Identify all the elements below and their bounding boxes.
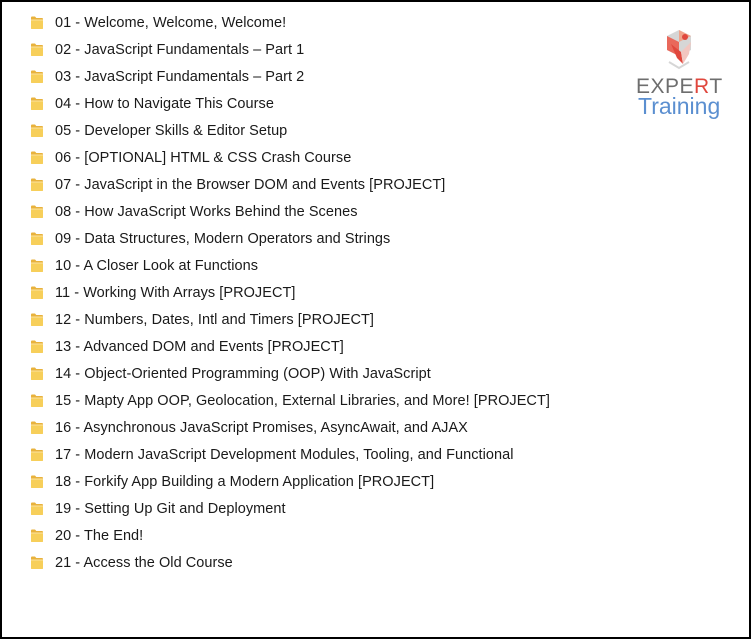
logo-training-text: Training [638,93,721,119]
folder-icon [30,528,44,543]
folder-item[interactable] [30,117,550,144]
folder-item[interactable] [30,198,550,225]
folder-label: 12 - Numbers, Dates, Intl and Timers [PROJECT] [55,311,374,328]
folder-icon [30,447,44,462]
folder-icon [30,123,44,138]
folder-icon [30,366,44,381]
folder-item[interactable] [30,171,550,198]
folder-label: 05 - Developer Skills & Editor Setup [55,122,288,139]
folder-item[interactable] [30,63,550,90]
folder-label: 11 - Working With Arrays [PROJECT] [55,284,296,301]
folder-label: 01 - Welcome, Welcome, Welcome! [55,14,287,31]
folder-item[interactable] [30,441,550,468]
folder-item[interactable] [30,225,550,252]
folder-item[interactable] [30,387,550,414]
folder-icon [30,285,44,300]
folder-item[interactable] [30,279,550,306]
folder-icon [30,231,44,246]
folder-item[interactable] [30,90,550,117]
folder-icon [30,555,44,570]
folder-label: 08 - How JavaScript Works Behind the Scenes [55,203,358,220]
folder-icon [30,150,44,165]
folder-item[interactable] [30,468,550,495]
folder-icon [30,393,44,408]
folder-icon [30,42,44,57]
folder-label: 19 - Setting Up Git and Deployment [55,500,286,517]
folder-icon [30,501,44,516]
folder-item[interactable] [30,495,550,522]
folder-list [30,9,550,576]
folder-label: 07 - JavaScript in the Browser DOM and Events [PROJECT] [55,176,446,193]
folder-label: 14 - Object-Oriented Programming (OOP) With JavaScript [55,365,431,382]
folder-label: 18 - Forkify App Building a Modern Application [PROJECT] [55,473,435,490]
folder-label: 03 - JavaScript Fundamentals – Part 2 [55,68,305,85]
folder-label: 10 - A Closer Look at Functions [55,257,259,274]
folder-item[interactable] [30,333,550,360]
logo-mark-icon [661,28,697,74]
expert-training-logo [634,28,726,124]
folder-label: 09 - Data Structures, Modern Operators and Strings [55,230,391,247]
folder-icon [30,339,44,354]
folder-label: 04 - How to Navigate This Course [55,95,274,112]
folder-icon [30,15,44,30]
folder-item[interactable] [30,306,550,333]
folder-item[interactable] [30,414,550,441]
folder-icon [30,177,44,192]
folder-label: 21 - Access the Old Course [55,554,233,571]
folder-label: 16 - Asynchronous JavaScript Promises, AsyncAwait, and AJAX [55,419,468,436]
folder-item[interactable] [30,549,550,576]
folder-label: 17 - Modern JavaScript Development Modules, Tooling, and Functional [55,446,514,463]
logo-expert-text: EXPERT [636,75,723,98]
folder-label: 15 - Mapty App OOP, Geolocation, External Libraries, and More! [PROJECT] [55,392,550,409]
folder-icon [30,474,44,489]
folder-icon [30,204,44,219]
folder-label: 20 - The End! [55,527,144,544]
folder-item[interactable] [30,144,550,171]
folder-icon [30,69,44,84]
folder-icon [30,312,44,327]
folder-item[interactable] [30,360,550,387]
folder-icon [30,420,44,435]
folder-icon [30,96,44,111]
folder-item[interactable] [30,9,550,36]
folder-item[interactable] [30,522,550,549]
folder-item[interactable] [30,36,550,63]
folder-label: 02 - JavaScript Fundamentals – Part 1 [55,41,305,58]
folder-label: 06 - [OPTIONAL] HTML & CSS Crash Course [55,149,352,166]
folder-icon [30,258,44,273]
folder-item[interactable] [30,252,550,279]
folder-label: 13 - Advanced DOM and Events [PROJECT] [55,338,344,355]
